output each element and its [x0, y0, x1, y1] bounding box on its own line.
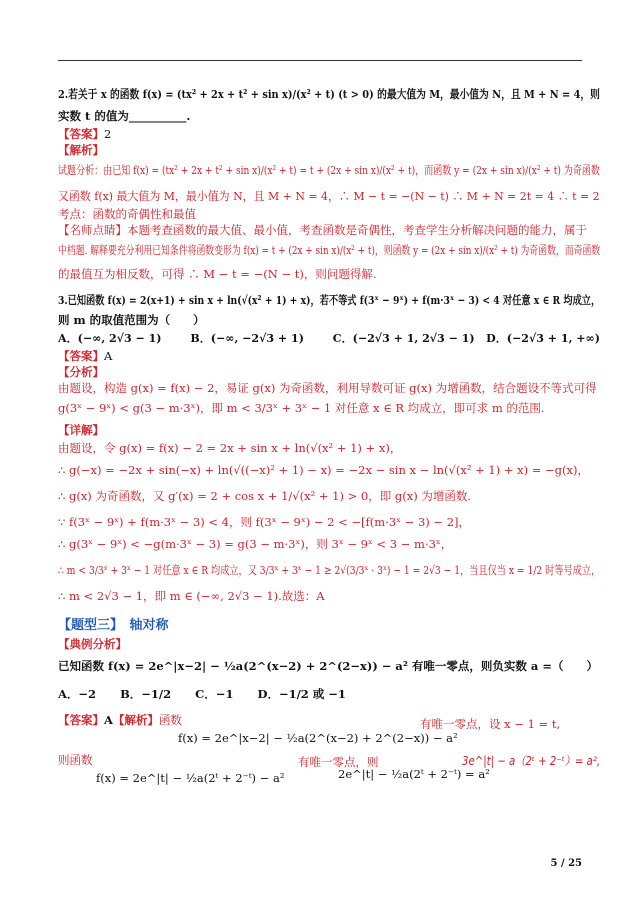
option-d: D．(−2√3 + 1, +∞): [486, 331, 600, 345]
s3-formula-2: f(x) = 2e^|t| − ½a(2ᵗ + 2⁻ᵗ) − a²: [96, 771, 285, 785]
s3-question: 已知函数 f(x) = 2e^|x−2| − ½a(2^(x−2) + 2^(2−x)) − a² 有唯一零点，则负实数 a =（ ）: [58, 659, 599, 673]
func-word: 函数: [158, 713, 182, 727]
q3-fenxi-2: g(3ˣ − 9ˣ) < g(3 − m·3ˣ)，即 m < 3/3ˣ + 3ˣ − 1 对任意 x ∈ R 均成立，即可求 m 的范围.: [58, 401, 545, 415]
q3-detail-2: ∴ g(−x) = −2x + sin(−x) + ln(√((−x)² + 1) − x) = −2x − sin x − ln(√(x² + 1) + x) = −g(x)，: [58, 463, 590, 477]
q3-fenxi-1: 由题设，构造 g(x) = f(x) − 2，易证 g(x) 为奇函数，利用导数可证 g(x) 为增函数，结合题设不等式可得: [58, 381, 597, 395]
answer-value: 2: [104, 127, 112, 141]
option-d: D．−1/2 或 −1: [257, 687, 346, 701]
q3-options: [58, 330, 600, 346]
option-c: C．(−2√3 + 1, 2√3 − 1): [332, 331, 475, 345]
q3-detail-6: ∴ m < 3/3ˣ + 3ˣ − 1 对任意 x ∈ R 均成立，又 3/3ˣ + 3ˣ − 1 ≥ 2√(3/3ˣ · 3ˣ) − 1 = 2√3 − 1，当且仅当 x = 1/2 时等号成立，: [58, 563, 601, 577]
q3-detail-1: 由题设，令 g(x) = f(x) − 2 = 2x + sin x + ln(√(x² + 1) + x)，: [58, 441, 402, 455]
s3-mid-text: 有唯一零点，设 x − 1 = t,: [420, 717, 561, 731]
q2-analysis-3: 考点：函数的奇偶性和最值: [58, 207, 196, 221]
q2-answer: [58, 126, 111, 142]
q3-fenxi-label: 【分析】: [58, 365, 104, 379]
option-a: A．−2: [58, 687, 97, 701]
answer-label: 【答案】: [58, 127, 104, 141]
q3-detail-7: ∴ m < 2√3 − 1，即 m ∈ (−∞, 2√3 − 1).故选：A: [58, 589, 325, 603]
q2-analysis-label: 【解析】: [58, 143, 104, 157]
option-b: B．(−∞, −2√3 + 1): [190, 331, 304, 345]
q2-line1: 2.若关于 x 的函数 f(x) = (tx² + 2x + t² + sin x)/(x² + t) (t > 0) 的最大值为 M，最小值为 N，且 M + N = 4，则: [58, 87, 600, 101]
answer-label: 【答案】: [58, 349, 104, 363]
answer-label: 【答案】: [58, 713, 104, 727]
answer-value: A: [104, 713, 113, 727]
s3-options: [58, 686, 346, 702]
q2-tip-3: 的最值互为相反数，可得 ∴ M − t = −(N − t)，则问题得解.: [58, 267, 377, 281]
q2-tip-1: 【名师点睛】本题考查函数的最大值、最小值，考查函数是奇偶性，考查学生分析解决问题的能力，属于: [58, 223, 587, 237]
option-c: C．−1: [195, 687, 234, 701]
q3-answer: [58, 348, 112, 364]
s3-formula-3: 2e^|t| − ½a(2ᵗ + 2⁻ᵗ) = a²: [338, 767, 490, 781]
handwritten-note: 3e^|t| − a（2ᵗ + 2⁻ᵗ）= a²,: [462, 754, 601, 768]
s3-answer-line: [58, 712, 182, 728]
s3-formula-1: f(x) = 2e^|x−2| − ½a(2^(x−2) + 2^(2−x)) − a²: [178, 731, 458, 745]
q3-line2: 则 m 的取值范围为（ ）: [58, 313, 205, 327]
s3-has-text: 有唯一零点，则: [298, 755, 379, 769]
analysis-label: 【解析】: [112, 713, 159, 727]
q3-detail-3: ∴ g(x) 为奇函数，又 g′(x) = 2 + cos x + 1/√(x² + 1) > 0，即 g(x) 为增函数.: [58, 489, 471, 503]
page-number: 5 / 25: [550, 858, 582, 869]
q2-analysis-1: 试题分析：由已知 f(x) = (tx² + 2x + t² + sin x)/(x² + t) = t + (2x + sin x)/(x² + t)，而函数 y = (2x + sin x)/(x² + t) 为奇函数: [58, 163, 600, 177]
q2-analysis-2: 又函数 f(x) 最大值为 M，最小值为 N，且 M + N = 4，∴ M − t = −(N − t) ∴ M + N = 2t = 4 ∴ t = 2: [58, 189, 600, 203]
top-rule: [58, 60, 582, 61]
example-label: 【典例分析】: [58, 637, 127, 651]
section-title: 【题型三】 轴对称: [58, 618, 169, 633]
q3-xiangjie-label: 【详解】: [58, 423, 104, 437]
q3-detail-5: ∴ g(3ˣ − 9ˣ) < −g(m·3ˣ − 3) = g(3 − m·3ˣ)，则 3ˣ − 9ˣ < 3 − m·3ˣ，: [58, 537, 453, 551]
q3-detail-4: ∵ f(3ˣ − 9ˣ) + f(m·3ˣ − 3) < 4，则 f(3ˣ − 9ˣ) − 2 < −[f(m·3ˣ − 3) − 2]，: [58, 515, 471, 529]
option-a: A．(−∞, 2√3 − 1): [58, 331, 162, 345]
s3-then: 则函数: [58, 753, 93, 767]
q2-line2: 实数 t 的值为__________.: [58, 109, 191, 123]
q2-tip-2: 中档题. 解释要充分利用已知条件将函数变形为 f(x) = t + (2x + sin x)/(x² + t)，则函数 y = (2x + sin x)/(x² + t) 为奇函数，而奇函数: [58, 243, 601, 257]
q3-line1: 3.已知函数 f(x) = 2(x+1) + sin x + ln(√(x² + 1) + x)，若不等式 f(3ˣ − 9ˣ) + f(m·3ˣ − 3) < 4 对任意 x ∈ R 均成立，: [58, 293, 601, 307]
answer-value: A: [104, 349, 113, 363]
option-b: B．−1/2: [120, 687, 172, 701]
